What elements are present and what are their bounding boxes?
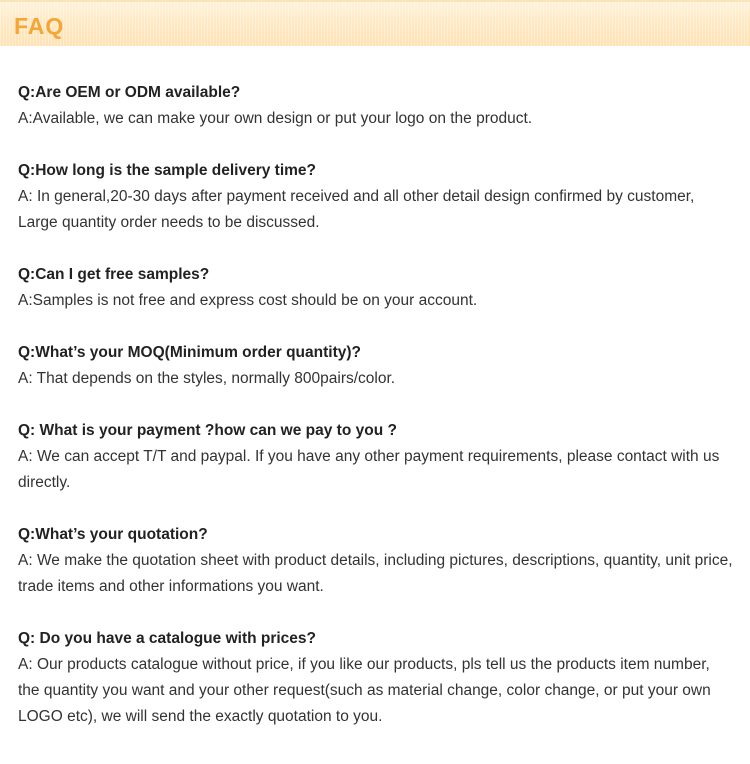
faq-answer: A: We make the quotation sheet with product details, including pictures, descriptions, quantity, unit price, trade items and other informations you want. xyxy=(18,552,733,595)
faq-question: Q:Are OEM or ODM available? xyxy=(18,84,241,101)
faq-item-quotation xyxy=(18,522,733,600)
faq-answer: A: We can accept T/T and paypal. If you have any other payment requirements, please contact with us directly. xyxy=(18,448,720,491)
faq-answer: A:Available, we can make your own design or put your logo on the product. xyxy=(18,110,533,127)
faq-answer: A: Our products catalogue without price, if you like our products, pls tell us the products item number, the quantity you want and your other request(such as material change, color change, or put your own LOGO etc), we will send the exactly quotation to you. xyxy=(18,656,711,725)
faq-item-moq xyxy=(18,340,733,392)
faq-answer: A: In general,20-30 days after payment received and all other detail design confirmed by customer, Large quantity order needs to be discussed. xyxy=(18,188,695,231)
faq-answer: A: That depends on the styles, normally 800pairs/color. xyxy=(18,370,396,387)
faq-list xyxy=(18,80,733,756)
faq-question: Q: Do you have a catalogue with prices? xyxy=(18,630,317,647)
faq-question: Q:How long is the sample delivery time? xyxy=(18,162,317,179)
faq-question: Q:What’s your quotation? xyxy=(18,526,208,543)
faq-header-banner xyxy=(0,0,750,46)
faq-item-oem-odm xyxy=(18,80,733,132)
faq-item-free-samples xyxy=(18,262,733,314)
page-title: FAQ xyxy=(14,13,65,39)
faq-question: Q:What’s your MOQ(Minimum order quantity)? xyxy=(18,344,361,361)
faq-question: Q: What is your payment ?how can we pay to you ? xyxy=(18,422,397,439)
faq-answer: A:Samples is not free and express cost should be on your account. xyxy=(18,292,478,309)
faq-question: Q:Can I get free samples? xyxy=(18,266,210,283)
faq-item-catalogue xyxy=(18,626,733,730)
faq-item-payment xyxy=(18,418,733,496)
faq-item-sample-delivery xyxy=(18,158,733,236)
